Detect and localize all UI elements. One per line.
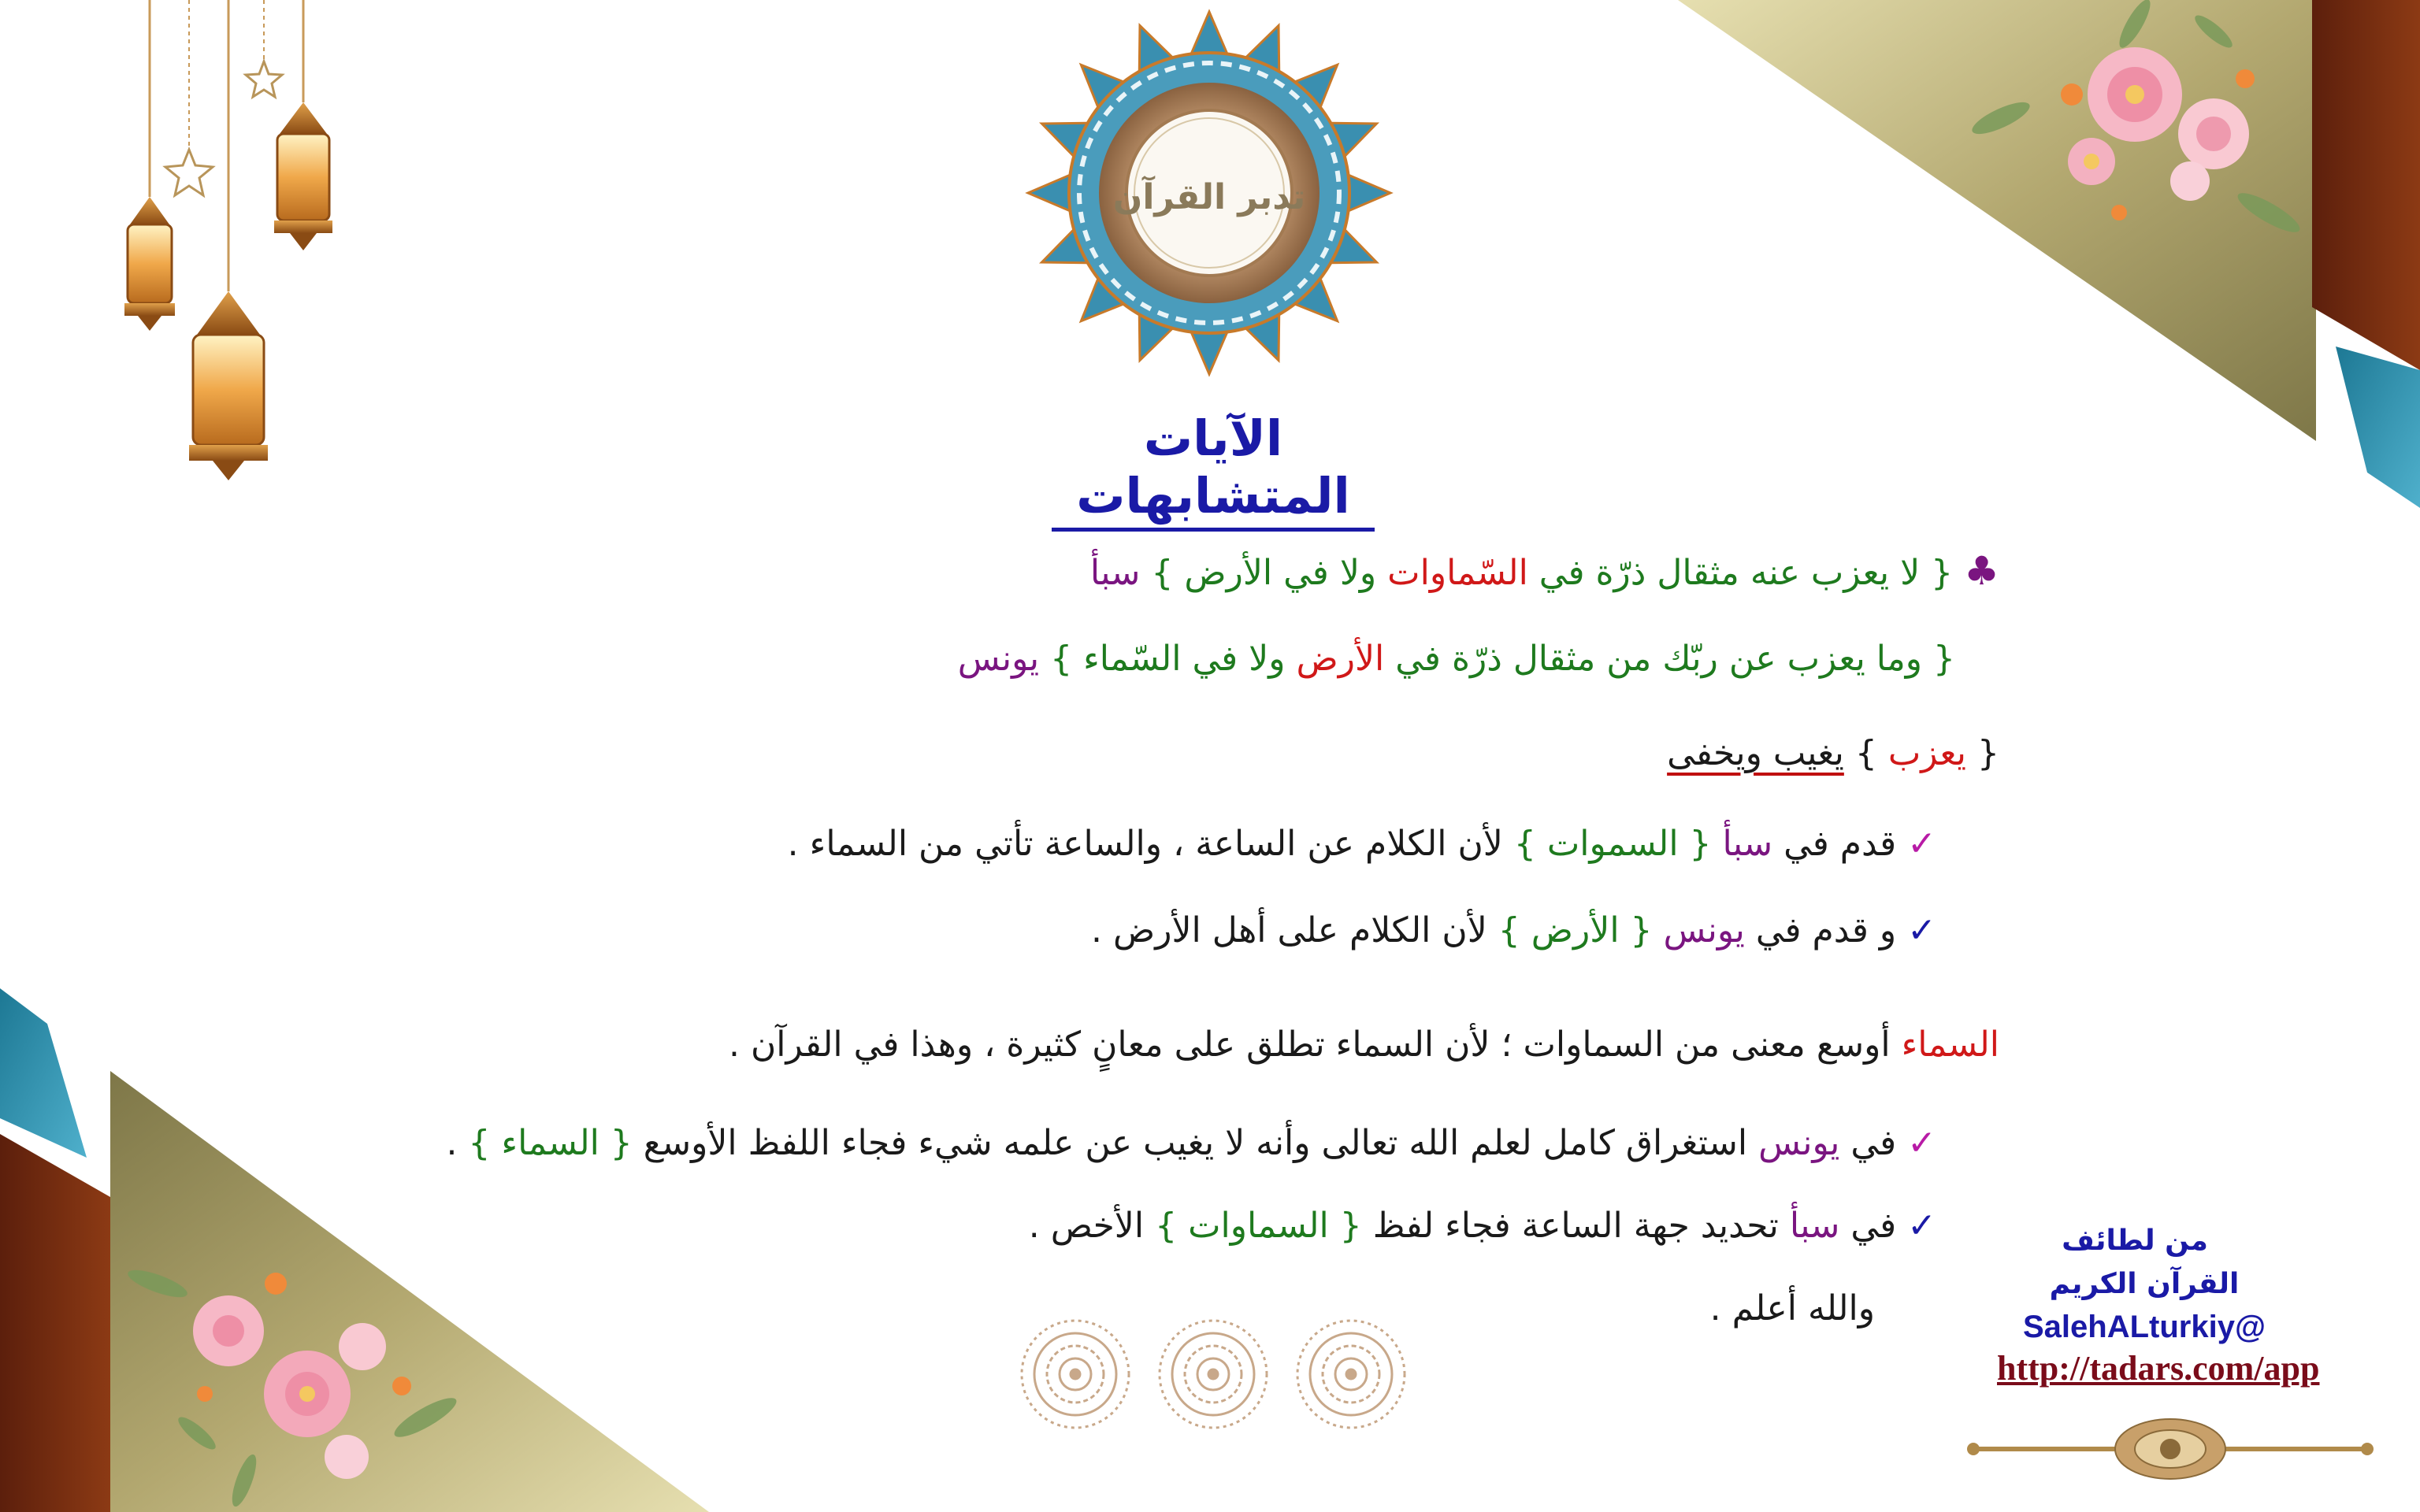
surah-name: يونس — [1663, 910, 1745, 951]
lantern-icon — [274, 102, 332, 250]
lanterns-decoration — [102, 0, 354, 488]
lantern-icon — [189, 291, 268, 480]
verse-text: ولا في السّماء } — [1039, 639, 1297, 679]
checkmark-icon: ✓ — [1907, 824, 1936, 864]
checkmark-icon: ✓ — [1907, 1123, 1936, 1163]
surah-name: سبأ — [1789, 1206, 1840, 1246]
closing-phrase: والله أعلم . — [1709, 1288, 1875, 1329]
quoted-word: { الأرض } — [1498, 910, 1664, 951]
surah-name: يونس — [957, 639, 1040, 679]
star-icon — [165, 150, 213, 195]
checkmark-icon: ✓ — [1907, 1206, 1936, 1246]
quoted-word: { السماء } — [468, 1123, 644, 1163]
word-definition: يغيب ويخفى — [1667, 733, 1844, 773]
verse-keyword: الأرض — [1296, 639, 1385, 679]
top-right-teal-shape — [2336, 346, 2420, 508]
logo-calligraphy: تدبر القرآن — [1112, 177, 1306, 217]
defined-word: يعزب — [1887, 733, 1967, 773]
mandala-ornaments — [1016, 1315, 1426, 1433]
verse-text: ولا في الأرض } — [1140, 553, 1388, 593]
note-sky-meaning: السماء أوسع معنى من السماوات ؛ لأن السماء تطلق على معانٍ كثيرة ، وهذا في القرآن . — [728, 1025, 1999, 1065]
ornament-divider — [1965, 1410, 2375, 1496]
checkmark-icon: ✓ — [1907, 910, 1936, 951]
star-icon — [246, 61, 282, 97]
note-keyword: السماء — [1901, 1025, 1999, 1065]
credit-line-1: من لطائف — [2062, 1225, 2208, 1257]
quoted-word: { السموات } — [1513, 824, 1723, 864]
flowers-decoration-bottom-left — [126, 1236, 481, 1504]
verse-keyword: السّماوات — [1387, 553, 1528, 593]
surah-name: يونس — [1758, 1123, 1840, 1163]
bottom-left-brown-band — [0, 1134, 110, 1512]
surah-name: سبأ — [1089, 553, 1141, 593]
point-yunus-sky: ✓ في يونس استغراق كامل لعلم الله تعالى وأنه لا يغيب عن علمه شيء فجاء اللفظ الأوسع { السماء } . — [446, 1123, 1936, 1163]
club-bullet-icon: ♣ — [1964, 548, 1999, 594]
surah-name: سبأ — [1722, 824, 1773, 864]
point-yunus-earth: ✓ و قدم في يونس { الأرض } لأن الكلام على أهل الأرض . — [1091, 910, 1936, 951]
page-title: الآيات المتشابهات — [1052, 410, 1375, 532]
verse-saba — [1089, 548, 1999, 594]
quoted-word: { السماوات } — [1155, 1206, 1373, 1246]
tadars-app-link[interactable]: http://tadars.com/app — [1997, 1349, 2320, 1388]
word-meaning: { يعزب } يغيب ويخفى — [1667, 733, 1999, 773]
credit-handle: @SalehALturkiy — [2023, 1310, 2266, 1344]
lantern-icon — [124, 197, 175, 331]
verse-text: { وما يعزب عن ربّك من مثقال ذرّة في — [1384, 639, 1955, 679]
point-saba-heavens-specific: ✓ في سبأ تحديد جهة الساعة فجاء لفظ { السماوات } الأخص . — [1028, 1206, 1936, 1246]
point-saba-heavens: ✓ قدم في سبأ { السموات } لأن الكلام عن الساعة ، والساعة تأتي من السماء . — [787, 824, 1936, 864]
top-right-brown-band — [2312, 0, 2420, 370]
verse-text: { لا يعزب عنه مثقال ذرّة في — [1527, 553, 1954, 593]
quran-emblem-logo — [1024, 8, 1394, 378]
flowers-decoration-top-right — [1954, 0, 2316, 252]
verse-yunus — [957, 639, 1955, 679]
credit-line-2: القرآن الكريم — [2049, 1268, 2240, 1300]
bottom-left-teal-shape — [0, 988, 87, 1158]
